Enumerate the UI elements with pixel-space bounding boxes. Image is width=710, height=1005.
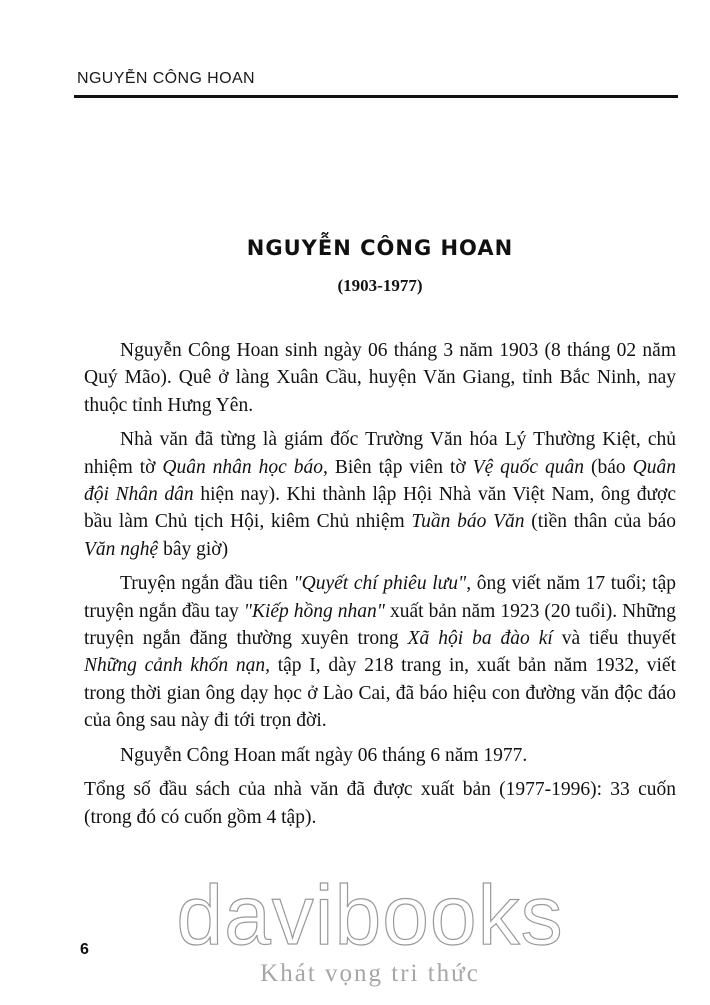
text-span: xuất bản năm 1923 (20 tuổi). Những truyện ngắn đăng thường xuyên trong — [84, 600, 676, 650]
author-years: (1903-1977) — [337, 276, 423, 295]
page-number: 6 — [80, 941, 89, 958]
text-span: bây giờ) — [158, 538, 229, 560]
text-span: hiện nay). Khi thành lập Hội Nhà văn Việt Nam, ông được bầu làm Chủ tịch Hội, kiêm Chủ nhiệm — [84, 484, 676, 533]
italic-title: Những cảnh khốn nạn, — [84, 655, 270, 677]
article-body — [84, 337, 676, 838]
watermark-brand: davibooks — [176, 868, 564, 962]
text-span: tập I, dày 218 trang in, xuất bản năm 1932, viết trong thời gian ông dạy học ở Lào Cai, đã báo hiệu con đường văn độc đáo của ông sau này đi tới trọn đời. — [84, 655, 676, 732]
text-span: , ông viết năm 17 tuổi; tập truyện ngắn đầu tay — [84, 573, 676, 622]
text-span: Biên tập viên tờ — [327, 456, 473, 478]
paragraph-bibliography: Tổng số đầu sách của nhà văn đã được xuất bản (1977-1996): 33 cuốn (trong đó có cuốn gồm 4 tập). — [84, 779, 676, 828]
italic-title: Quân đội Nhân dân — [84, 456, 676, 506]
text-span: Truyện ngắn đầu tiên — [120, 573, 294, 595]
paragraph-works — [84, 570, 676, 734]
paragraph-birth: Nguyễn Công Hoan sinh ngày 06 tháng 3 năm 1903 (8 tháng 02 năm Quý Mão). Quê ở làng Xuân Cầu, huyện Văn Giang, tỉnh Bắc Ninh, nay thuộc tỉnh Hưng Yên. — [84, 340, 676, 416]
italic-title: "Quyết chí phiêu lưu" — [293, 573, 467, 595]
italic-title: Văn nghệ — [84, 538, 159, 560]
watermark-slogan: Khát vọng tri thức — [260, 960, 480, 987]
paragraph-career — [84, 426, 676, 563]
text-span: Nhà văn đã từng là giám đốc Trường Văn hóa Lý Thường Kiệt, chủ nhiệm tờ — [84, 429, 676, 478]
running-header: NGUYỄN CÔNG HOAN — [77, 70, 255, 87]
watermark — [160, 870, 580, 988]
header-rule — [74, 95, 678, 98]
chapter-title: NGUYỄN CÔNG HOAN — [246, 236, 514, 260]
text-span: (báo — [584, 456, 633, 478]
paragraph-death: Nguyễn Công Hoan mất ngày 06 tháng 6 năm 1977. — [120, 744, 528, 766]
italic-title: Quân nhân học báo, — [162, 456, 328, 478]
italic-title: Vệ quốc quân — [472, 456, 585, 478]
italic-title: Tuần báo Văn — [411, 511, 525, 533]
italic-title: "Kiếp hồng nhan" — [243, 600, 385, 622]
text-span: (tiền thân của báo — [524, 511, 676, 533]
italic-title: Xã hội ba đào kí — [407, 628, 553, 650]
text-span: và tiểu thuyết — [552, 628, 676, 650]
